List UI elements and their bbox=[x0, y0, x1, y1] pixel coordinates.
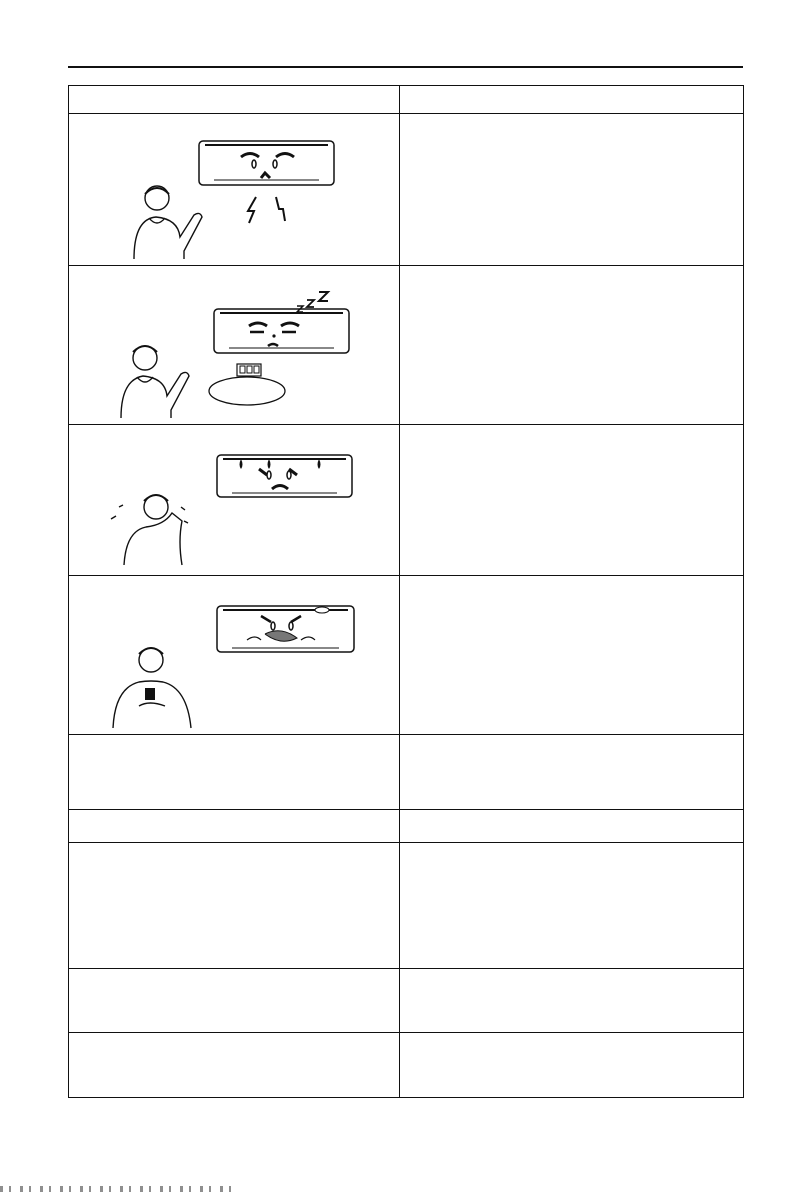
table-row bbox=[69, 576, 744, 735]
table-row bbox=[69, 843, 744, 969]
table-row bbox=[69, 266, 744, 425]
description-cell bbox=[400, 735, 744, 810]
sleeping-unit-icon bbox=[69, 266, 400, 424]
illustration-cell bbox=[69, 266, 400, 425]
table-row bbox=[69, 810, 744, 843]
odor-unit-icon bbox=[69, 576, 400, 734]
table-row bbox=[69, 114, 744, 266]
description-cell bbox=[400, 810, 744, 843]
header-rule bbox=[68, 66, 743, 68]
illustration-cell bbox=[69, 576, 400, 735]
illustration-cell bbox=[69, 425, 400, 576]
cause-cell bbox=[69, 1033, 400, 1098]
dripping-unit-icon bbox=[69, 425, 400, 575]
header-cell-right bbox=[400, 86, 744, 114]
table-row bbox=[69, 425, 744, 576]
description-cell bbox=[400, 266, 744, 425]
troubleshooting-table bbox=[68, 85, 744, 1098]
table-row bbox=[69, 1033, 744, 1098]
header-cell-left bbox=[69, 86, 400, 114]
description-cell bbox=[400, 425, 744, 576]
cause-cell bbox=[69, 843, 400, 969]
table-row bbox=[69, 969, 744, 1033]
description-cell bbox=[400, 1033, 744, 1098]
table-header-row bbox=[69, 86, 744, 114]
scan-artifact bbox=[0, 1186, 240, 1192]
description-cell bbox=[400, 576, 744, 735]
illustration-cell bbox=[69, 114, 400, 266]
description-cell bbox=[400, 969, 744, 1033]
cause-cell bbox=[69, 810, 400, 843]
table-row bbox=[69, 735, 744, 810]
description-cell bbox=[400, 843, 744, 969]
cause-cell bbox=[69, 735, 400, 810]
description-cell bbox=[400, 114, 744, 266]
cause-cell bbox=[69, 969, 400, 1033]
noise-icon bbox=[69, 114, 400, 265]
